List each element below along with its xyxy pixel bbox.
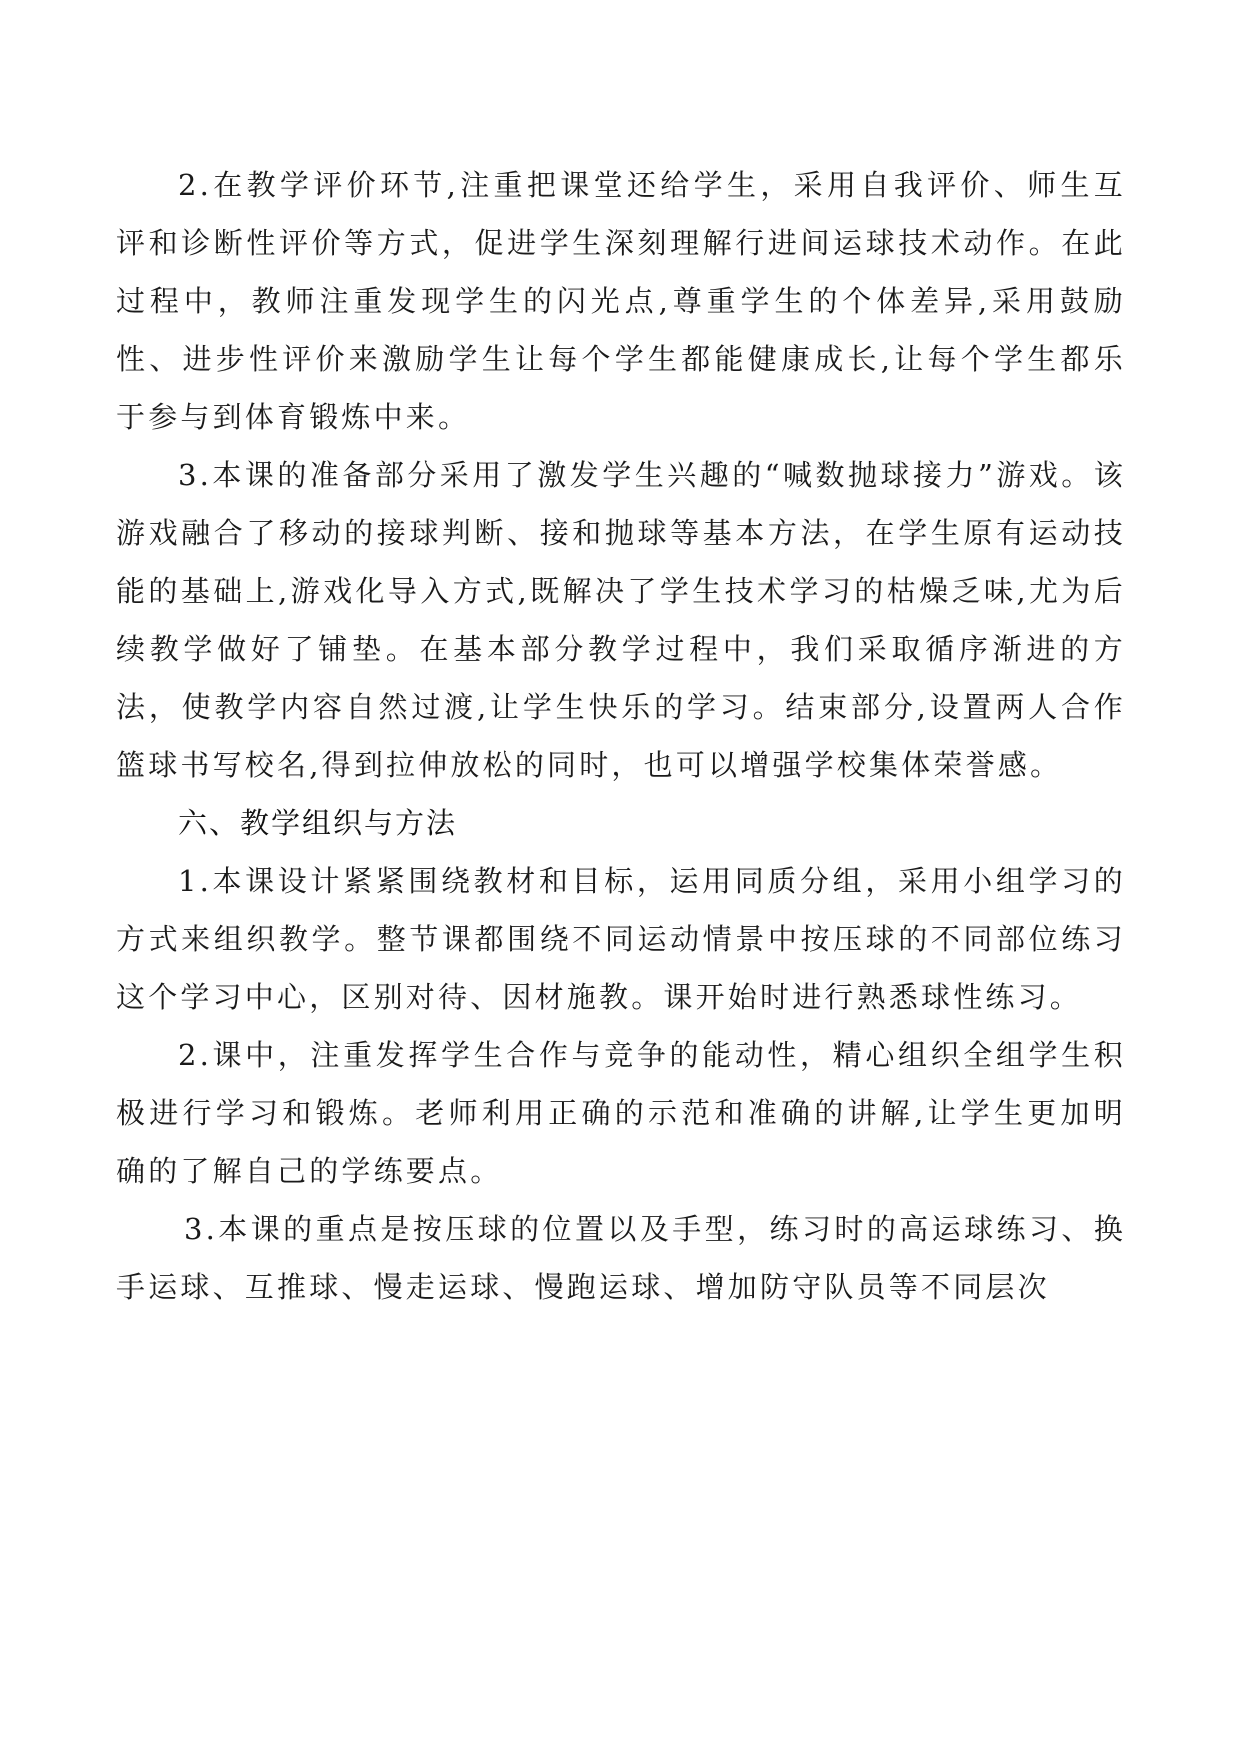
paragraph-evaluation: 2.在教学评价环节,注重把课堂还给学生，采用自我评价、师生互评和诊断性评价等方式，促进学生深刻理解行进间运球技术动作。在此过程中，教师注重发现学生的闪光点,尊重学生的个体差异,采用鼓励性、进步性评价来激励学生让每个学生都能健康成长,让每个学生都乐于参与到体育锻炼中来。 — [116, 168, 1126, 434]
document-body — [116, 156, 1126, 1316]
section-heading: 六、教学组织与方法 — [178, 806, 458, 840]
paragraph-organization-2: 2.课中，注重发挥学生合作与竞争的能动性，精心组织全组学生积极进行学习和锻炼。老师利用正确的示范和准确的讲解,让学生更加明确的了解自己的学练要点。 — [116, 1038, 1126, 1188]
paragraph-organization-3: 3.本课的重点是按压球的位置以及手型，练习时的高运球练习、换手运球、互推球、慢走运球、慢跑运球、增加防守队员等不同层次 — [116, 1212, 1126, 1304]
paragraph-warmup-game: 3.本课的准备部分采用了激发学生兴趣的“喊数抛球接力”游戏。该游戏融合了移动的接球判断、接和抛球等基本方法，在学生原有运动技能的基础上,游戏化导入方式,既解决了学生技术学习的枯燥乏味,尤为后续教学做好了铺垫。在基本部分教学过程中，我们采取循序渐进的方法，使教学内容自然过渡,让学生快乐的学习。结束部分,设置两人合作篮球书写校名,得到拉伸放松的同时，也可以增强学校集体荣誉感。 — [116, 458, 1126, 782]
paragraph-organization-1: 1.本课设计紧紧围绕教材和目标，运用同质分组，采用小组学习的方式来组织教学。整节课都围绕不同运动情景中按压球的不同部位练习这个学习中心，区别对待、因材施教。课开始时进行熟悉球性练习。 — [116, 864, 1126, 1014]
